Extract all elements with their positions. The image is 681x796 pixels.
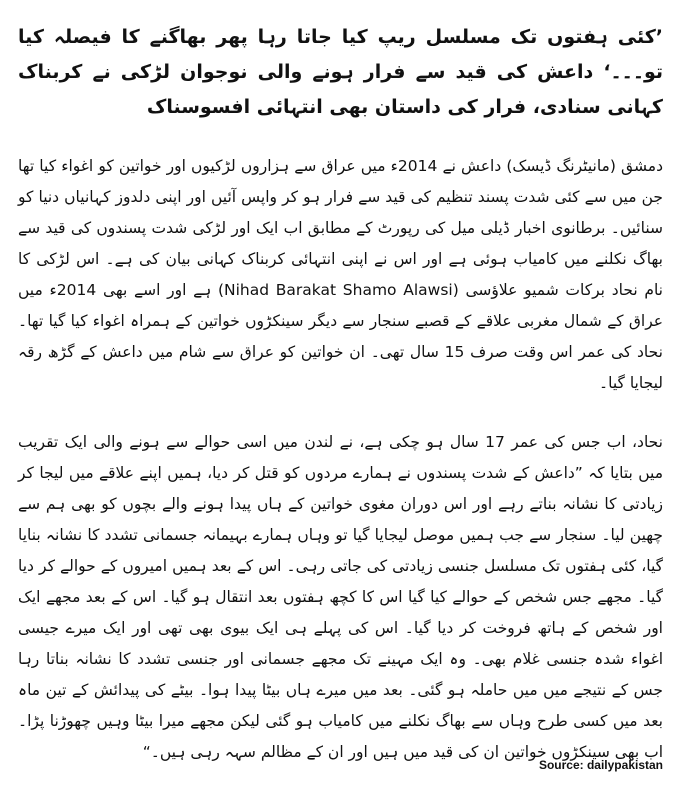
headline: ’کئی ہفتوں تک مسلسل ریپ کیا جاتا رہا پھر بھاگنے کا فیصلہ کیا تو۔۔۔‘ داعش کی قید سے فرار ہونے والی نوجوان لڑکی نے کربناک کہانی سنادی، فرار کی داستان بھی انتہائی افسوسناک (18, 26, 663, 118)
article (18, 20, 663, 796)
source-credit: Source: dailypakistan (538, 758, 663, 772)
paragraph-intro: دمشق (مانیٹرنگ ڈیسک) داعش نے 2014ء میں عراق سے ہزاروں لڑکیوں اور خواتین کو اغواء کیا تھا جن میں سے کئی شدت پسند تنظیم کی قید سے فرار ہو کر واپس آئیں اور اپنی دلدوز کہانیاں دنیا کو سنائیں۔ برطانوی اخبار ڈیلی میل کی رپورٹ کے مطابق اب ایک اور لڑکی شدت پسندوں کی قید سے بھاگ نکلنے میں کامیاب ہوئی ہے اور اس نے اپنی انتہائی کربناک کہانی بیان کی ہے۔ اس لڑکی کا نام نحاد برکات شمیو علاؤسی (Nihad Barakat Shamo Alawsi) ہے اور اسے بھی 2014ء میں عراق کے شمال مغربی علاقے کے قصبے سنجار سے دیگر سینکڑوں خواتین کے ہمراہ اغواء کیا گیا تھا۔ نحاد کی عمر اس وقت صرف 15 سال تھی۔ ان خواتین کو عراق سے شام میں داعش کے گڑھ رقہ لیجایا گیا۔ (18, 157, 663, 392)
paragraph-testimony: نحاد، اب جس کی عمر 17 سال ہو چکی ہے، نے لندن میں اسی حوالے سے ہونے والی ایک تقریب میں بتایا کہ ”داعش کے شدت پسندوں نے ہمارے مردوں کو قتل کر دیا، ہمیں اپنے علاقے میں لیجا کر زیادتی کا نشانہ بناتے رہے اور اس دوران مغوی خواتین کے ہاں پیدا ہونے والے بچوں کو بھی ہم سے چھین لیا۔ سنجار سے جب ہمیں موصل لیجایا گیا تو وہاں ہمارے بہیمانہ جسمانی تشدد کا نشانہ بنایا گیا، کئی ہفتوں تک مسلسل جنسی زیادتی کی جاتی رہی۔ اس کے بعد ہمیں امیروں کے حوالے کر دیا گیا۔ مجھے جس شخص کے حوالے کیا گیا اس کا کچھ ہفتوں بعد انتقال ہو گیا۔ اس کے بعد مجھے ایک اور شخص کے ہاتھ فروخت کر دیا گیا۔ اس کی پہلے ہی ایک بیوی بھی تھی اور ایک میرے جیسی اغواء شدہ جنسی غلام بھی۔ وہ ایک مہینے تک مجھے جسمانی اور جنسی تشدد کا نشانہ بناتا رہا جس کے نتیجے میں میں حاملہ ہو گئی۔ بعد میں میرے ہاں بیٹا پیدا ہوا۔ بیٹے کی پیدائش کے تین ماہ بعد میں کسی طرح وہاں سے بھاگ نکلنے میں کامیاب ہو گئی لیکن مجھے میرا بیٹا وہیں چھوڑنا پڑا۔ اب بھی سینکڑوں خواتین ان کی قید میں ہیں اور ان کے مظالم سہہ رہی ہیں۔“ (18, 433, 663, 761)
